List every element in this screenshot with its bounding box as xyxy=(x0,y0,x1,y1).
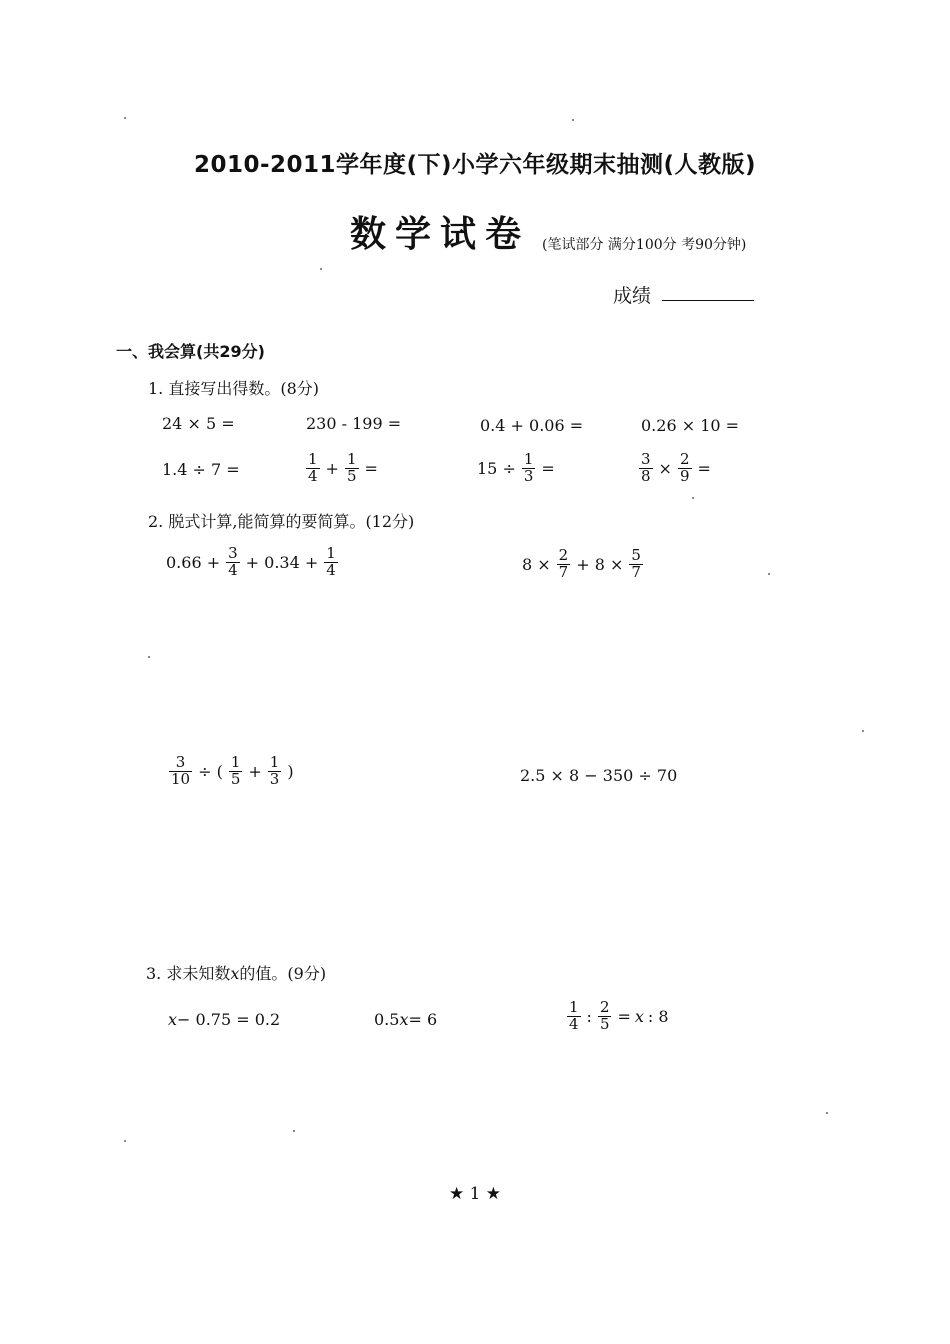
q1-expr-3: 0.4 + 0.06 = xyxy=(480,416,584,435)
scan-speck xyxy=(124,117,126,119)
scan-speck xyxy=(768,573,770,575)
q2-expr-2: 8 × $\frac{2}{7}$ + 8 × $\frac{5}{7}$ xyxy=(522,546,641,581)
fraction: $\frac{3}{8}$ xyxy=(641,450,651,485)
page-number: ★ 1 ★ xyxy=(448,1184,502,1204)
question-2-title: 2. 脱式计算,能简算的要简算。(12分) xyxy=(148,512,415,531)
fraction: $\frac{1}{4}$ xyxy=(569,998,579,1033)
q3-expr-1: x − 0.75 = 0.2 xyxy=(168,1010,281,1029)
q3-expr-2: 0.5 x = 6 xyxy=(374,1010,438,1029)
q1-expr-1: 24 × 5 = xyxy=(162,414,235,433)
scan-speck xyxy=(320,268,322,270)
fraction: $\frac{1}{5}$ xyxy=(346,450,357,485)
fraction: $\frac{1}{4}$ xyxy=(308,450,318,485)
page-title: 数学试卷 xyxy=(350,214,531,255)
scan-speck xyxy=(692,497,694,499)
score-label: 成绩 xyxy=(613,285,652,307)
scan-speck xyxy=(293,1130,295,1132)
scan-speck xyxy=(862,730,864,732)
fraction: $\frac{2}{7}$ xyxy=(558,546,569,581)
scan-speck xyxy=(826,1112,828,1114)
scan-speck xyxy=(572,119,574,121)
question-3-title: 3. 求未知数x的值。(9分) xyxy=(146,964,327,983)
q2-expr-1: 0.66 + $\frac{3}{4}$ + 0.34 + $\frac{1}{4}$ xyxy=(166,544,336,579)
scan-speck xyxy=(148,656,150,658)
q2-expr-3: $\frac{3}{10}$ ÷ ( $\frac{1}{5}$ + $\frac{1}{3}$ ) xyxy=(171,753,294,788)
score-field xyxy=(662,300,754,301)
q1-expr-4: 0.26 × 10 = xyxy=(641,416,740,435)
fraction: $\frac{1}{3}$ xyxy=(523,450,534,485)
fraction: $\frac{3}{10}$ xyxy=(171,753,191,788)
q1-expr-8: $\frac{3}{8}$ × $\frac{2}{9}$ = xyxy=(641,450,711,485)
fraction: $\frac{3}{4}$ xyxy=(228,544,238,579)
fraction: $\frac{1}{3}$ xyxy=(269,753,280,788)
section-title: 一、我会算(共29分) xyxy=(116,342,265,361)
q2-expr-4: 2.5 × 8 − 350 ÷ 70 xyxy=(520,766,678,785)
q1-expr-5: 1.4 ÷ 7 = xyxy=(162,460,240,479)
fraction: $\frac{1}{5}$ xyxy=(230,753,241,788)
exam-header: 2010-2011学年度(下)小学六年级期末抽测(人教版) xyxy=(193,152,757,178)
exam-info: (笔试部分 满分100分 考90分钟) xyxy=(542,237,747,253)
q1-expr-2: 230 - 199 = xyxy=(306,414,402,433)
fraction: $\frac{2}{5}$ xyxy=(599,998,610,1033)
question-1-title: 1. 直接写出得数。(8分) xyxy=(148,379,320,398)
q3-expr-3: $\frac{1}{4}$ : $\frac{2}{5}$ = x : 8 xyxy=(569,998,669,1033)
scan-speck xyxy=(124,1140,126,1142)
fraction: $\frac{2}{9}$ xyxy=(679,450,690,485)
fraction: $\frac{1}{4}$ xyxy=(326,544,336,579)
q1-expr-6: $\frac{1}{4}$ + $\frac{1}{5}$ = xyxy=(308,450,378,485)
q1-expr-7: 15 ÷ $\frac{1}{3}$ = xyxy=(477,450,555,485)
fraction: $\frac{5}{7}$ xyxy=(631,546,641,581)
